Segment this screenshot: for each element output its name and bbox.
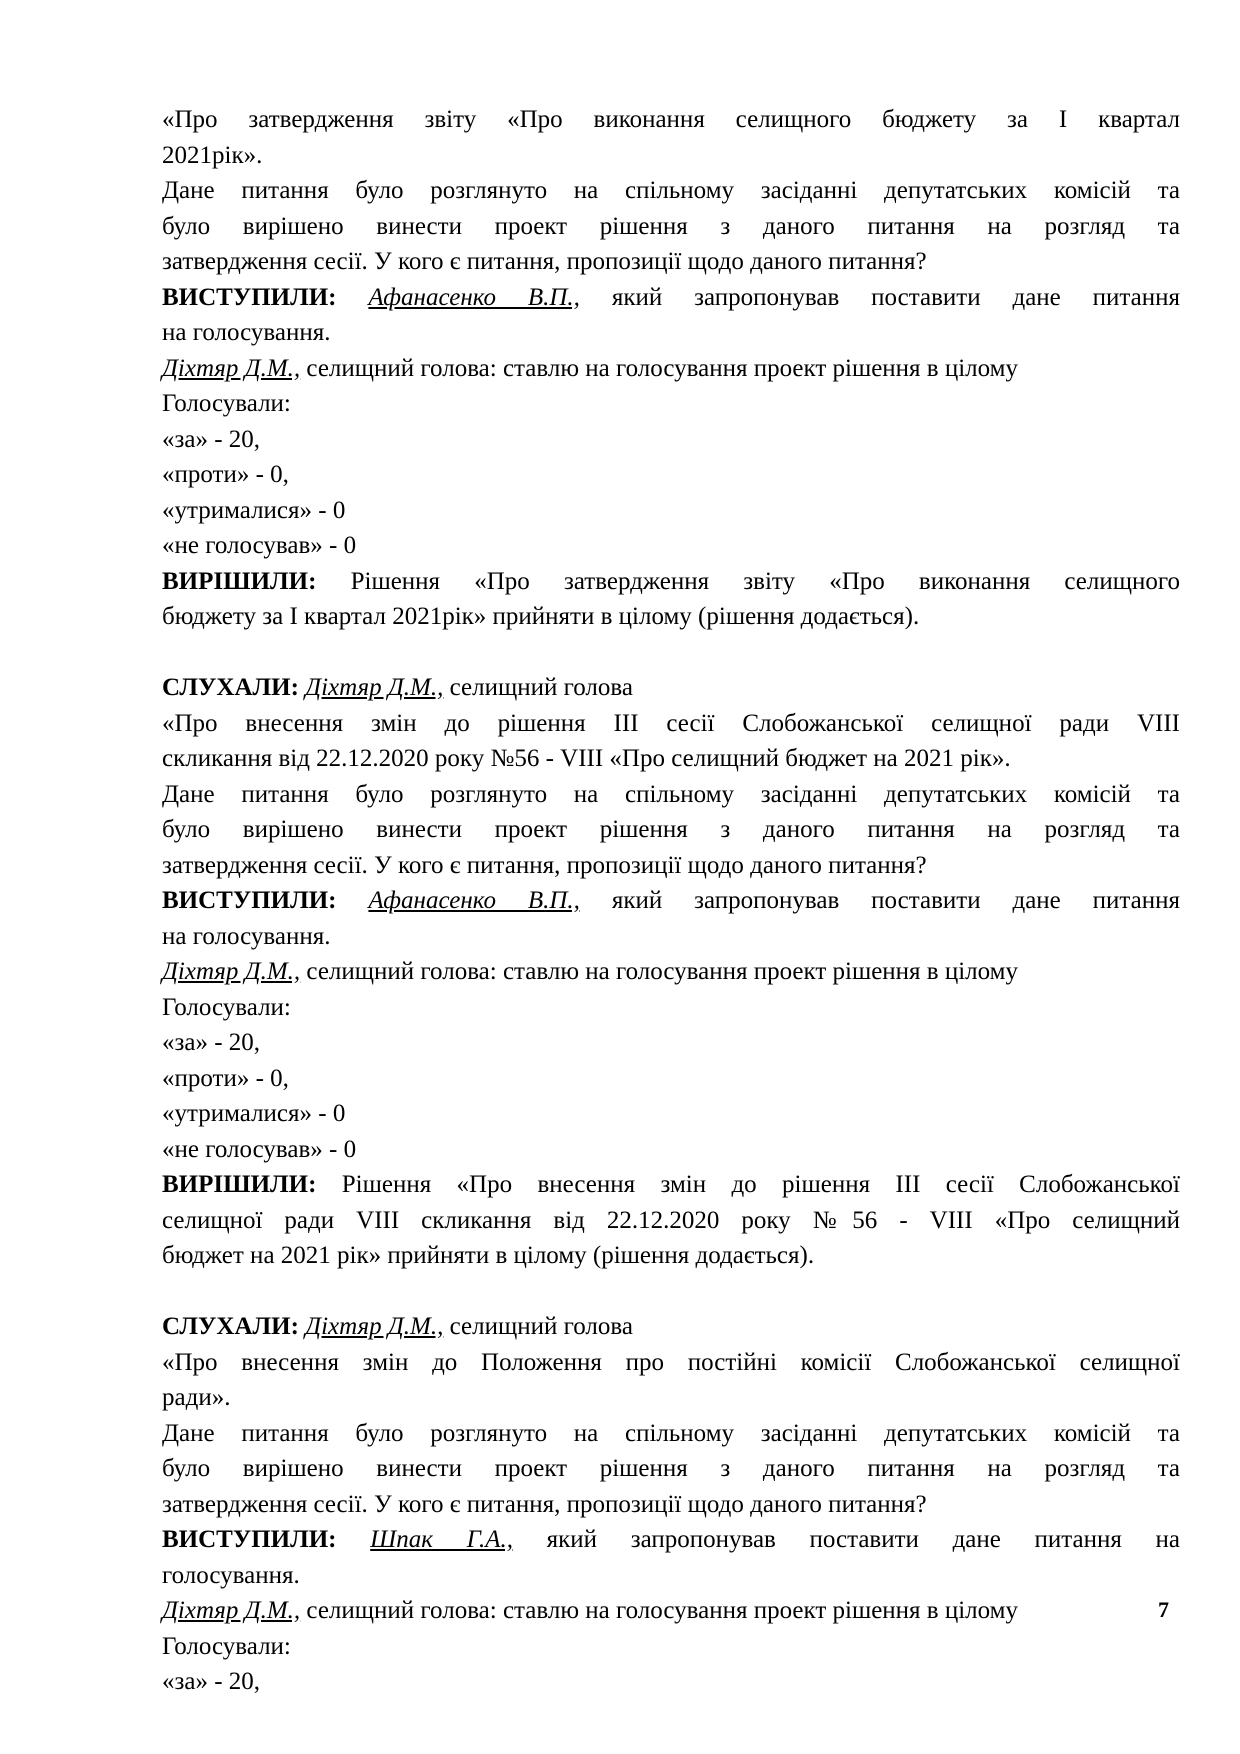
text-line — [162, 990, 1180, 1026]
text-line — [162, 493, 1180, 529]
line-text: Голосували: — [162, 1632, 291, 1660]
text-line — [162, 457, 1180, 493]
line-text: селищний голова: ставлю на голосування проект рішення в цілому — [300, 354, 1018, 382]
line-text: «не голосував» - 0 — [162, 1135, 357, 1163]
text-line — [162, 1167, 1180, 1203]
text-line — [162, 706, 1180, 742]
text-line — [162, 741, 1180, 777]
section-label: ВИСТУПИЛИ: — [162, 887, 337, 914]
text-line — [162, 102, 1180, 138]
text-line — [162, 1522, 1180, 1558]
text-line — [162, 919, 1180, 955]
line-text: Рішення «Про внесення змін до рішення III сесії Слобожанської — [316, 1171, 1180, 1198]
line-text: «за» - 20, — [162, 1029, 261, 1056]
line-text: селищний голова: ставлю на голосування проект рішення в цілому — [300, 958, 1018, 985]
line-text: «за» - 20, — [162, 425, 261, 453]
speaker-name: Діхтяр Д.М., — [305, 674, 444, 701]
section-label: ВИСТУПИЛИ: — [162, 283, 337, 311]
text-line — [162, 1238, 1180, 1274]
line-text: який запропонував поставити дане питання — [579, 283, 1181, 311]
line-text: «Про затвердження звіту «Про виконання селищного бюджету за I квартал — [162, 106, 1180, 133]
line-text: селищний голова — [443, 1313, 633, 1340]
text-line — [162, 138, 1180, 174]
text-line — [162, 528, 1180, 564]
text-line — [162, 1345, 1180, 1381]
text-line — [162, 564, 1180, 600]
speaker-name: Шпак Г.А., — [370, 1526, 513, 1553]
line-text: скликання від 22.12.2020 року №56 - VIII «Про селищний бюджет на 2021 рік». — [162, 745, 1011, 772]
line-text: було вирішено винести проект рішення з даного питання на розгляд та — [162, 816, 1180, 843]
text-line — [162, 209, 1180, 245]
line-text: селищної ради VIII скликання від 22.12.2020 року №56 - VIII «Про селищний — [162, 1206, 1180, 1234]
text-line — [162, 1061, 1180, 1097]
text-line — [162, 670, 1180, 706]
text-line — [162, 1664, 1180, 1700]
line-text: Дане питання було розглянуто на спільному засіданні депутатських комісій та — [162, 1419, 1180, 1447]
text-line — [162, 386, 1180, 422]
line-text: голосування. — [162, 1561, 300, 1589]
text-line — [162, 244, 1180, 280]
text-line — [162, 351, 1180, 387]
line-text: «не голосував» - 0 — [162, 532, 357, 559]
line-text: який запропонував поставити дане питання на — [512, 1526, 1181, 1553]
text-line — [162, 1096, 1180, 1132]
line-text: на голосування. — [162, 922, 331, 950]
speaker-name: Діхтяр Д.М., — [162, 354, 301, 382]
line-text: бюджет на 2021 рік» прийняти в цілому (рішення додається). — [162, 1242, 815, 1269]
text-line — [162, 1629, 1180, 1665]
text-line — [162, 848, 1180, 884]
text-line — [162, 883, 1180, 919]
section-label: ВИРІШИЛИ: — [162, 1171, 317, 1198]
text-line — [162, 173, 1180, 209]
line-text: «утрималися» - 0 — [162, 496, 346, 524]
section-label: ВИСТУПИЛИ: — [162, 1526, 337, 1553]
speaker-name: Діхтяр Д.М., — [305, 1313, 444, 1340]
line-text: було вирішено винести проект рішення з даного питання на розгляд та — [162, 1455, 1180, 1482]
line-text: селищний голова — [443, 674, 633, 701]
line-text: Голосували: — [162, 993, 291, 1021]
line-text: затвердження сесії. У кого є питання, пропозиції щодо даного питання? — [162, 851, 927, 879]
speaker-name: Діхтяр Д.М., — [162, 958, 301, 985]
speaker-name: Афанасенко В.П., — [368, 283, 580, 311]
section-label: СЛУХАЛИ: — [162, 1313, 299, 1340]
text-line — [162, 1451, 1180, 1487]
text-line — [162, 599, 1180, 635]
paragraph-spacer — [162, 635, 1180, 671]
line-text: Голосували: — [162, 390, 291, 417]
line-text: «проти» - 0, — [162, 461, 289, 488]
text-line — [162, 812, 1180, 848]
text-line — [162, 777, 1180, 813]
line-text: «Про внесення змін до рішення III сесії Слобожанської селищної ради VIII — [162, 709, 1180, 737]
line-text: бюджету за I квартал 2021рік» прийняти в цілому (рішення додається). — [162, 603, 920, 630]
text-line — [162, 1416, 1180, 1452]
text-line — [162, 1380, 1180, 1416]
line-text: «проти» - 0, — [162, 1064, 289, 1092]
line-text: ради». — [162, 1384, 231, 1411]
document-body — [162, 102, 1180, 1700]
text-line — [162, 422, 1180, 458]
text-line — [162, 315, 1180, 351]
line-text: селищний голова: ставлю на голосування проект рішення в цілому — [300, 1597, 1018, 1624]
line-text: «Про внесення змін до Положення про постійні комісії Слобожанської селищної — [162, 1348, 1180, 1376]
paragraph-spacer — [162, 1274, 1180, 1310]
line-text: який запропонував поставити дане питання — [579, 887, 1181, 914]
line-text: затвердження сесії. У кого є питання, пропозиції щодо даного питання? — [162, 248, 927, 275]
text-line — [162, 280, 1180, 316]
speaker-name: Діхтяр Д.М., — [162, 1597, 301, 1624]
speaker-name: Афанасенко В.П., — [368, 887, 580, 914]
page-number: 7 — [1158, 1597, 1169, 1622]
line-text: Дане питання було розглянуто на спільному засіданні депутатських комісій та — [162, 780, 1180, 808]
line-text: Дане питання було розглянуто на спільному засіданні депутатських комісій та — [162, 177, 1180, 204]
text-line — [162, 954, 1180, 990]
line-text: затвердження сесії. У кого є питання, пропозиції щодо даного питання? — [162, 1490, 927, 1518]
text-line — [162, 1487, 1180, 1523]
line-text: «за» - 20, — [162, 1668, 261, 1695]
text-line — [162, 1203, 1180, 1239]
text-line — [162, 1558, 1180, 1594]
line-text: на голосування. — [162, 319, 331, 346]
line-text: 2021рік». — [162, 141, 263, 169]
section-label: ВИРІШИЛИ: — [162, 567, 317, 595]
line-text: «утрималися» - 0 — [162, 1100, 346, 1127]
text-line — [162, 1132, 1180, 1168]
line-text: Рішення «Про затвердження звіту «Про виконання селищного — [316, 567, 1180, 595]
text-line — [162, 1593, 1180, 1629]
section-label: СЛУХАЛИ: — [162, 674, 299, 701]
text-line — [162, 1025, 1180, 1061]
text-line — [162, 1309, 1180, 1345]
line-text: було вирішено винести проект рішення з даного питання на розгляд та — [162, 212, 1180, 240]
